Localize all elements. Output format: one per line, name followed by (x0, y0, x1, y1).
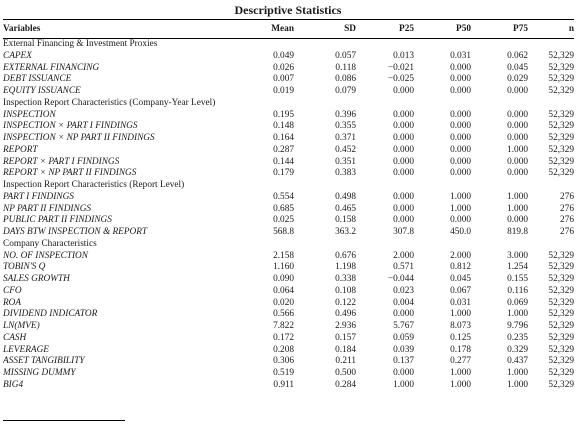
cell-mean: 1.160 (273, 262, 294, 273)
cell-p50: 0.000 (450, 86, 471, 96)
cell-p25: 5.767 (393, 321, 414, 331)
cell-p50: 1.000 (450, 309, 471, 320)
column-header-sd: SD (294, 20, 356, 39)
cell-p50: 0.000 (450, 109, 471, 120)
cell-mean: 0.164 (273, 133, 294, 143)
cell-sd: 0.465 (335, 203, 356, 214)
cell-p25: −0.021 (387, 62, 414, 73)
variable-name: SALES GROWTH (3, 274, 70, 284)
cell-p25: 0.013 (393, 50, 414, 61)
cell-p75: 0.000 (507, 156, 528, 167)
cell-sd: 0.396 (335, 109, 356, 120)
cell-n: 52,329 (548, 74, 574, 85)
cell-mean: 0.020 (273, 297, 294, 308)
cell-mean: 0.025 (273, 215, 294, 226)
descriptive-statistics-table (3, 19, 574, 392)
cell-p50: 8.073 (450, 321, 471, 331)
cell-p75: 0.000 (507, 121, 528, 132)
column-header-variables: Variables (3, 20, 246, 39)
cell-sd: 0.158 (335, 215, 356, 226)
table-row (3, 74, 574, 86)
cell-p75: 3.000 (507, 250, 528, 261)
table-row (3, 345, 574, 357)
table-row (3, 157, 574, 169)
variable-name: PUBLIC PART II FINDINGS (3, 215, 112, 226)
variable-name: TOBIN'S Q (3, 262, 46, 273)
cell-p75: 0.000 (507, 215, 528, 226)
variable-name: ASSET TANGIBILITY (3, 356, 85, 367)
cell-n: 276 (560, 191, 574, 202)
cell-n: 52,329 (548, 309, 574, 320)
section-heading: Inspection Report Characteristics (Company-Year Level) (3, 97, 216, 108)
cell-n: 52,329 (548, 332, 574, 343)
cell-n: 52,329 (548, 109, 574, 120)
cell-n: 52,329 (548, 262, 574, 273)
cell-sd: 363.2 (335, 227, 356, 237)
variable-name: REPORT (3, 144, 38, 155)
cell-p25: −0.025 (387, 74, 414, 85)
variable-name: INSPECTION × PART I FINDINGS (3, 121, 138, 132)
cell-n: 52,329 (548, 168, 574, 179)
cell-mean: 0.685 (273, 203, 294, 214)
cell-n: 52,329 (548, 250, 574, 261)
table-row (3, 86, 574, 98)
cell-n: 52,329 (548, 86, 574, 96)
section-heading-row (3, 239, 574, 251)
table-row (3, 204, 574, 216)
table-row (3, 321, 574, 333)
column-header-mean: Mean (246, 20, 294, 39)
cell-mean: 7.822 (273, 321, 294, 331)
section-heading-row (3, 39, 574, 51)
section-heading-row (3, 180, 574, 192)
table-row (3, 286, 574, 298)
cell-sd: 0.496 (335, 309, 356, 320)
cell-p50: 0.000 (450, 62, 471, 73)
table-row (3, 309, 574, 321)
cell-p75: 1.000 (507, 379, 528, 390)
cell-p25: 0.000 (393, 309, 414, 320)
cell-mean: 0.519 (273, 368, 294, 378)
column-header-n: n (528, 20, 574, 39)
cell-p25: 0.000 (393, 215, 414, 226)
cell-n: 52,329 (548, 297, 574, 308)
cell-sd: 0.676 (335, 250, 356, 261)
cell-n: 276 (560, 215, 574, 226)
variable-name: PART I FINDINGS (3, 191, 74, 202)
cell-n: 52,329 (548, 144, 574, 155)
cell-p25: 307.8 (393, 227, 414, 237)
cell-p75: 0.116 (507, 285, 528, 296)
cell-mean: 0.554 (273, 191, 294, 202)
column-header-p25: P25 (356, 20, 414, 39)
cell-sd: 0.452 (335, 144, 356, 155)
table-title: Descriptive Statistics (234, 3, 342, 17)
cell-p25: −0.044 (387, 274, 414, 284)
cell-p75: 0.000 (507, 168, 528, 179)
variable-name: DAYS BTW INSPECTION & REPORT (3, 227, 148, 237)
cell-p75: 9.796 (507, 321, 528, 331)
cell-p25: 0.023 (393, 285, 414, 296)
cell-sd: 0.338 (335, 274, 356, 284)
cell-mean: 0.208 (273, 344, 294, 355)
cell-p25: 0.000 (393, 121, 414, 132)
cell-p50: 1.000 (450, 191, 471, 202)
cell-sd: 0.157 (335, 332, 356, 343)
cell-sd: 0.086 (335, 74, 356, 85)
cell-p75: 0.329 (507, 344, 528, 355)
cell-n: 52,329 (548, 156, 574, 167)
variable-name: ROA (3, 297, 22, 308)
cell-p25: 0.000 (393, 191, 414, 202)
cell-p25: 0.004 (393, 297, 414, 308)
cell-mean: 0.049 (273, 50, 294, 61)
section-heading: Inspection Report Characteristics (Report Level) (3, 180, 185, 190)
table-row (3, 110, 574, 122)
section-heading: External Financing & Investment Proxies (3, 39, 158, 49)
table-row (3, 227, 574, 239)
cell-sd: 0.108 (335, 285, 356, 296)
cell-p50: 0.000 (450, 133, 471, 143)
cell-n: 52,329 (548, 321, 574, 331)
cell-p50: 0.000 (450, 74, 471, 85)
cell-p50: 0.178 (450, 344, 471, 355)
column-header-p75: P75 (471, 20, 528, 39)
cell-p25: 1.000 (393, 379, 414, 390)
variable-name: NP PART II FINDINGS (3, 203, 92, 214)
table-row (3, 298, 574, 310)
cell-p25: 0.000 (393, 109, 414, 120)
cell-mean: 0.090 (273, 274, 294, 284)
variable-name: MISSING DUMMY (3, 368, 76, 378)
cell-mean: 0.144 (273, 156, 294, 167)
cell-p75: 1.254 (507, 262, 528, 273)
cell-p50: 0.031 (450, 50, 471, 61)
cell-p25: 0.000 (393, 144, 414, 155)
cell-p50: 0.277 (450, 356, 471, 367)
cell-p75: 1.000 (507, 144, 528, 155)
cell-n: 52,329 (548, 379, 574, 390)
cell-p25: 0.000 (393, 203, 414, 214)
variable-name: REPORT × PART I FINDINGS (3, 156, 120, 167)
cell-p75: 1.000 (507, 191, 528, 202)
cell-p50: 0.000 (450, 144, 471, 155)
cell-sd: 0.079 (335, 86, 356, 96)
cell-p25: 0.039 (393, 344, 414, 355)
cell-mean: 0.148 (273, 121, 294, 132)
cell-mean: 0.179 (273, 168, 294, 179)
cell-n: 52,329 (548, 133, 574, 143)
header-row (3, 20, 574, 39)
cell-sd: 0.500 (335, 368, 356, 378)
cell-sd: 0.057 (335, 50, 356, 61)
table-row (3, 380, 574, 392)
cell-n: 276 (560, 203, 574, 214)
cell-p75: 0.155 (507, 274, 528, 284)
cell-p50: 2.000 (450, 250, 471, 261)
cell-mean: 0.026 (273, 62, 294, 73)
table-row (3, 192, 574, 204)
table-row (3, 215, 574, 227)
cell-p50: 1.000 (450, 379, 471, 390)
cell-p25: 0.571 (393, 262, 414, 273)
table-row (3, 51, 574, 63)
variable-name: CFO (3, 285, 22, 296)
cell-p50: 0.000 (450, 156, 471, 167)
cell-n: 52,329 (548, 344, 574, 355)
variable-name: CAPEX (3, 50, 32, 61)
cell-mean: 2.158 (273, 250, 294, 261)
cell-p50: 0.067 (450, 285, 471, 296)
cell-sd: 2.936 (335, 321, 356, 331)
cell-p50: 0.812 (450, 262, 471, 273)
table-row (3, 133, 574, 145)
cell-p75: 0.000 (507, 109, 528, 120)
cell-sd: 1.198 (335, 262, 356, 273)
cell-p25: 0.000 (393, 156, 414, 167)
cell-p75: 1.000 (507, 203, 528, 214)
cell-sd: 0.122 (335, 297, 356, 308)
cell-p50: 0.045 (450, 274, 471, 284)
cell-p50: 0.000 (450, 215, 471, 226)
cell-mean: 0.911 (273, 379, 294, 390)
cell-p50: 0.000 (450, 168, 471, 179)
table-row (3, 274, 574, 286)
section-heading-row (3, 98, 574, 110)
variable-name: DIVIDEND INDICATOR (3, 309, 98, 320)
cell-n: 52,329 (548, 50, 574, 61)
cell-p50: 1.000 (450, 203, 471, 214)
variable-name: BIG4 (3, 379, 24, 390)
table-body (3, 39, 574, 392)
cell-p75: 0.029 (507, 74, 528, 85)
cell-mean: 568.8 (273, 227, 294, 237)
cell-p50: 0.125 (450, 332, 471, 343)
section-heading: Company Characteristics (3, 238, 97, 249)
variable-name: LEVERAGE (3, 344, 49, 355)
footnote-rule (3, 420, 125, 421)
cell-mean: 0.064 (273, 285, 294, 296)
table-row (3, 356, 574, 368)
cell-p25: 0.000 (393, 86, 414, 96)
cell-p75: 819.8 (507, 227, 528, 237)
cell-p75: 0.000 (507, 133, 528, 143)
table-row (3, 251, 574, 263)
variable-name: NO. OF INSPECTION (3, 250, 88, 261)
table-row (3, 168, 574, 180)
cell-mean: 0.306 (273, 356, 294, 367)
cell-p25: 0.000 (393, 168, 414, 179)
cell-mean: 0.019 (273, 86, 294, 96)
cell-p50: 0.031 (450, 297, 471, 308)
cell-p25: 0.000 (393, 368, 414, 378)
cell-p75: 0.069 (507, 297, 528, 308)
variable-name: LN(MVE) (3, 321, 40, 331)
table-row (3, 333, 574, 345)
table-row (3, 262, 574, 274)
cell-n: 52,329 (548, 274, 574, 284)
cell-n: 52,329 (548, 62, 574, 73)
cell-sd: 0.498 (335, 191, 356, 202)
cell-sd: 0.118 (335, 62, 356, 73)
table-row (3, 121, 574, 133)
cell-p75: 0.000 (507, 86, 528, 96)
cell-p75: 1.000 (507, 309, 528, 320)
cell-p50: 450.0 (450, 227, 471, 237)
cell-sd: 0.184 (335, 344, 356, 355)
cell-p75: 1.000 (507, 368, 528, 378)
table-row (3, 63, 574, 75)
cell-sd: 0.383 (335, 168, 356, 179)
table-row (3, 368, 574, 380)
cell-n: 52,329 (548, 285, 574, 296)
variable-name: REPORT × NP PART II FINDINGS (3, 168, 137, 179)
variable-name: CASH (3, 332, 27, 343)
table-row (3, 145, 574, 157)
cell-sd: 0.371 (335, 133, 356, 143)
cell-sd: 0.211 (335, 356, 356, 367)
variable-name: DEBT ISSUANCE (3, 74, 72, 85)
cell-mean: 0.566 (273, 309, 294, 320)
cell-p50: 1.000 (450, 368, 471, 378)
cell-sd: 0.355 (335, 121, 356, 132)
variable-name: INSPECTION × NP PART II FINDINGS (3, 133, 155, 143)
cell-n: 276 (560, 227, 574, 237)
cell-p75: 0.062 (507, 50, 528, 61)
cell-mean: 0.287 (273, 144, 294, 155)
cell-p25: 0.137 (393, 356, 414, 367)
cell-p75: 0.235 (507, 332, 528, 343)
variable-name: EQUITY ISSUANCE (3, 86, 81, 96)
cell-p25: 0.059 (393, 332, 414, 343)
cell-sd: 0.284 (335, 379, 356, 390)
cell-p50: 0.000 (450, 121, 471, 132)
cell-sd: 0.351 (335, 156, 356, 167)
cell-mean: 0.195 (273, 109, 294, 120)
cell-mean: 0.007 (273, 74, 294, 85)
cell-n: 52,329 (548, 356, 574, 367)
cell-mean: 0.172 (273, 332, 294, 343)
cell-p75: 0.437 (507, 356, 528, 367)
cell-n: 52,329 (548, 368, 574, 378)
variable-name: INSPECTION (3, 109, 56, 120)
column-header-p50: P50 (414, 20, 471, 39)
cell-p75: 0.045 (507, 62, 528, 73)
variable-name: EXTERNAL FINANCING (3, 62, 100, 73)
cell-n: 52,329 (548, 121, 574, 132)
cell-p25: 2.000 (393, 250, 414, 261)
cell-p25: 0.000 (393, 133, 414, 143)
